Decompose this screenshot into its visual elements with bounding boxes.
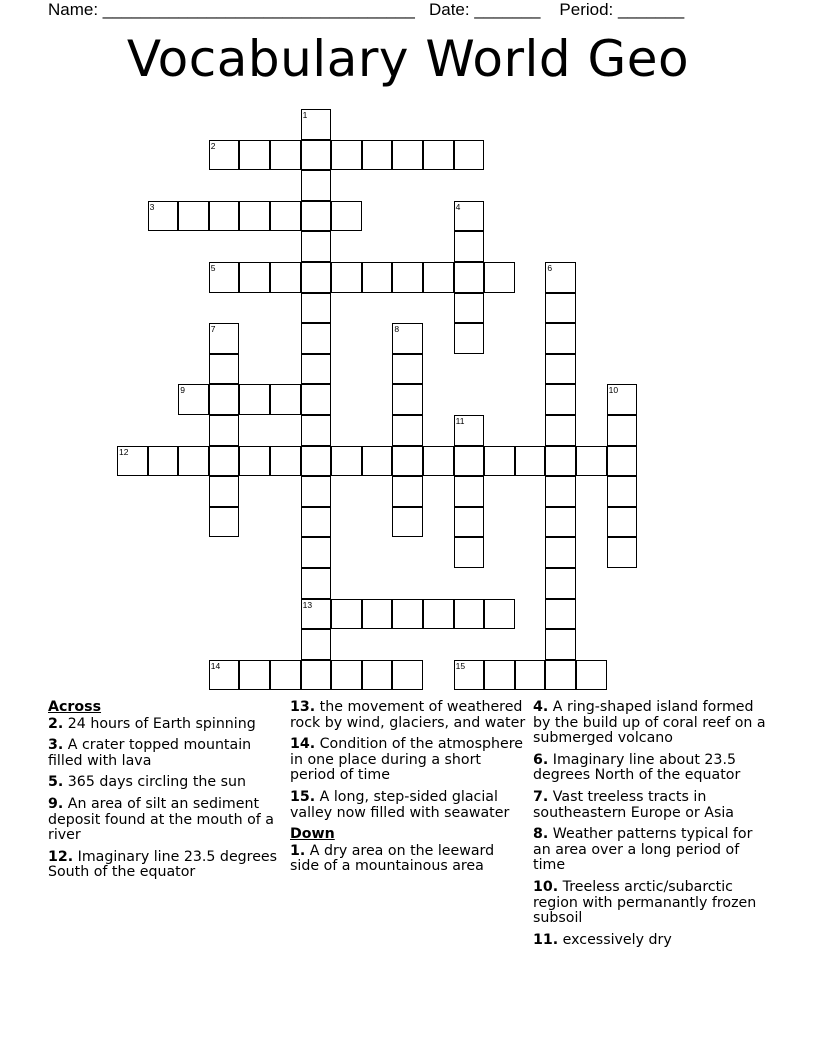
grid-cell[interactable] <box>392 446 423 477</box>
grid-cell[interactable] <box>484 660 515 691</box>
grid-cell[interactable] <box>239 201 270 232</box>
header-fields: Name: _________________________________ Date: _______ Period: _______ <box>48 0 685 19</box>
clue-text: Vast treeless tracts in southeastern Europe or Asia <box>533 788 734 821</box>
clue-across-5 <box>48 775 280 791</box>
clue-across-13 <box>290 700 526 731</box>
grid-cell[interactable] <box>423 262 454 293</box>
grid-cell[interactable] <box>392 415 423 446</box>
grid-cell[interactable] <box>392 599 423 630</box>
clue-number: 8. <box>533 826 549 843</box>
clue-text: Weather patterns typical for an area over a long period of time <box>533 826 753 874</box>
grid-cell[interactable] <box>331 201 362 232</box>
cell-number: 7 <box>210 324 216 335</box>
grid-cell[interactable] <box>545 293 576 324</box>
grid-cell[interactable] <box>209 201 240 232</box>
grid-cell[interactable] <box>545 354 576 385</box>
clue-number: 14. <box>290 736 316 753</box>
grid-cell[interactable] <box>270 201 301 232</box>
grid-cell[interactable] <box>392 354 423 385</box>
grid-cell[interactable] <box>301 537 332 568</box>
grid-cell[interactable] <box>392 507 423 538</box>
grid-cell[interactable] <box>178 446 209 477</box>
grid-cell[interactable] <box>362 660 393 691</box>
clue-number: 15. <box>290 788 316 805</box>
clue-down-6 <box>533 753 773 784</box>
grid-cell[interactable] <box>423 140 454 171</box>
clue-across-3 <box>48 738 280 769</box>
grid-cell[interactable] <box>209 476 240 507</box>
clue-across-15 <box>290 790 526 821</box>
grid-cell[interactable] <box>178 201 209 232</box>
clue-text: Imaginary line about 23.5 degrees North of the equator <box>533 751 741 784</box>
grid-cell[interactable] <box>270 446 301 477</box>
clue-across-14 <box>290 737 526 784</box>
clue-across-9 <box>48 797 280 844</box>
cell-number: 2 <box>210 140 216 151</box>
grid-cell[interactable] <box>607 446 638 477</box>
grid-cell[interactable] <box>484 262 515 293</box>
clue-text: excessively dry <box>558 931 672 948</box>
grid-cell[interactable] <box>515 446 546 477</box>
clue-text: Imaginary line 23.5 degrees South of the equator <box>48 848 278 881</box>
clue-across-12 <box>48 850 280 881</box>
cell-number: 10 <box>608 385 619 396</box>
cell-number: 9 <box>180 385 185 396</box>
grid-cell[interactable] <box>545 476 576 507</box>
grid-cell[interactable] <box>239 262 270 293</box>
grid-cell[interactable] <box>209 354 240 385</box>
grid-cell[interactable] <box>301 170 332 201</box>
clue-number: 7. <box>533 788 549 805</box>
cell-number: 8 <box>394 324 400 335</box>
grid-cell[interactable] <box>545 568 576 599</box>
grid-cell[interactable] <box>454 537 485 568</box>
clue-text: A dry area on the leeward side of a mountainous area <box>290 842 495 875</box>
grid-cell[interactable] <box>301 446 332 477</box>
clue-text: Condition of the atmosphere in one place during a short period of time <box>290 736 523 784</box>
grid-cell[interactable] <box>423 599 454 630</box>
clue-down-4 <box>533 700 773 747</box>
grid-cell[interactable] <box>301 293 332 324</box>
clue-text: An area of silt an sediment deposit found at the mouth of a river <box>48 795 274 844</box>
grid-cell[interactable] <box>545 507 576 538</box>
clue-text: Treeless arctic/subarctic region with permanantly frozen subsoil <box>533 878 757 927</box>
clue-text: 24 hours of Earth spinning <box>63 715 256 732</box>
clue-column-2 <box>290 700 526 881</box>
grid-cell[interactable] <box>331 446 362 477</box>
grid-cell[interactable] <box>545 599 576 630</box>
cell-number: 11 <box>455 416 465 426</box>
grid-cell[interactable] <box>545 537 576 568</box>
grid-cell[interactable] <box>270 384 301 415</box>
grid-cell[interactable] <box>607 507 638 538</box>
grid-cell[interactable] <box>423 446 454 477</box>
clue-column-1 <box>48 700 280 887</box>
clue-number: 2. <box>48 715 64 732</box>
grid-cell[interactable] <box>301 476 332 507</box>
grid-cell[interactable] <box>545 446 576 477</box>
cell-number: 1 <box>302 110 308 120</box>
clue-text: A ring-shaped island formed by the build up of coral reef on a submerged volcano <box>533 699 766 747</box>
grid-cell[interactable] <box>209 384 240 415</box>
grid-cell[interactable] <box>301 262 332 293</box>
grid-cell[interactable] <box>362 140 393 171</box>
clue-column-3 <box>533 700 773 954</box>
grid-cell[interactable] <box>209 415 240 446</box>
grid-cell[interactable] <box>301 354 332 385</box>
cell-number: 12 <box>119 446 129 457</box>
clue-number: 4. <box>533 699 549 715</box>
grid-cell[interactable] <box>392 660 423 691</box>
clue-text: A long, step-sided glacial valley now filled with seawater <box>290 788 510 821</box>
grid-cell[interactable] <box>239 140 270 171</box>
grid-cell[interactable] <box>270 660 301 691</box>
grid-cell[interactable] <box>454 599 485 630</box>
cell-number: 5 <box>210 263 216 273</box>
across-heading: Across <box>48 699 102 715</box>
grid-cell[interactable] <box>607 415 638 446</box>
clue-number: 6. <box>533 751 549 768</box>
clue-number: 12. <box>48 848 74 865</box>
grid-cell[interactable] <box>454 262 485 293</box>
grid-cell[interactable] <box>392 140 423 171</box>
grid-cell[interactable] <box>301 629 332 660</box>
grid-cell[interactable] <box>301 568 332 599</box>
grid-cell[interactable] <box>301 201 332 232</box>
grid-cell[interactable] <box>331 660 362 691</box>
grid-cell[interactable] <box>545 384 576 415</box>
cell-number: 13 <box>302 599 313 610</box>
grid-cell[interactable] <box>331 140 362 171</box>
clue-number: 1. <box>290 842 306 859</box>
grid-cell[interactable] <box>270 262 301 293</box>
page-title: Vocabulary World Geo <box>126 30 690 88</box>
grid-cell[interactable] <box>545 660 576 691</box>
grid-cell[interactable] <box>392 384 423 415</box>
grid-cell[interactable] <box>545 323 576 354</box>
grid-cell[interactable] <box>301 507 332 538</box>
grid-cell[interactable] <box>301 231 332 262</box>
grid-cell[interactable] <box>331 599 362 630</box>
grid-cell[interactable] <box>392 476 423 507</box>
down-heading: Down <box>290 826 335 843</box>
grid-cell[interactable] <box>301 323 332 354</box>
grid-cell[interactable] <box>454 231 485 262</box>
clue-number: 11. <box>533 931 559 948</box>
grid-cell[interactable] <box>545 629 576 660</box>
clue-down-10 <box>533 880 773 927</box>
grid-cell[interactable] <box>362 262 393 293</box>
grid-cell[interactable] <box>301 660 332 691</box>
grid-cell[interactable] <box>270 140 301 171</box>
clue-number: 9. <box>48 795 64 812</box>
grid-cell[interactable] <box>239 384 270 415</box>
cell-number: 15 <box>455 660 466 671</box>
clue-down-8 <box>533 827 773 874</box>
clue-down-7 <box>533 790 773 821</box>
grid-cell[interactable] <box>148 446 179 477</box>
cell-number: 3 <box>149 201 155 212</box>
clue-text: the movement of weathered rock by wind, glaciers, and water <box>290 699 526 731</box>
grid-cell[interactable] <box>484 446 515 477</box>
grid-cell[interactable] <box>607 476 638 507</box>
grid-cell[interactable] <box>301 415 332 446</box>
grid-cell[interactable] <box>576 446 607 477</box>
grid-cell[interactable] <box>454 293 485 324</box>
grid-cell[interactable] <box>239 446 270 477</box>
grid-cell[interactable] <box>301 384 332 415</box>
grid-cell[interactable] <box>454 507 485 538</box>
grid-cell[interactable] <box>454 323 485 354</box>
grid-cell[interactable] <box>454 140 485 171</box>
grid-cell[interactable] <box>331 262 362 293</box>
grid-cell[interactable] <box>362 446 393 477</box>
clue-down-11 <box>533 933 773 949</box>
grid-cell[interactable] <box>301 140 332 171</box>
grid-cell[interactable] <box>239 660 270 691</box>
grid-cell[interactable] <box>607 537 638 568</box>
grid-cell[interactable] <box>484 599 515 630</box>
clue-down-1 <box>290 844 526 875</box>
cell-number: 4 <box>455 201 461 212</box>
clue-text: A crater topped mountain filled with lava <box>48 737 252 769</box>
clue-text: 365 days circling the sun <box>63 774 246 791</box>
grid-cell[interactable] <box>454 476 485 507</box>
grid-cell[interactable] <box>454 446 485 477</box>
grid-cell[interactable] <box>576 660 607 691</box>
clue-number: 10. <box>533 878 559 895</box>
grid-cell[interactable] <box>209 507 240 538</box>
cell-number: 14 <box>210 660 221 671</box>
clue-number: 5. <box>48 774 64 791</box>
cell-number: 6 <box>547 263 553 273</box>
grid-cell[interactable] <box>545 415 576 446</box>
clue-across-2 <box>48 717 280 733</box>
grid-cell[interactable] <box>515 660 546 691</box>
clue-number: 3. <box>48 737 64 754</box>
grid-cell[interactable] <box>392 262 423 293</box>
clue-number: 13. <box>290 699 316 715</box>
grid-cell[interactable] <box>209 446 240 477</box>
grid-cell[interactable] <box>362 599 393 630</box>
